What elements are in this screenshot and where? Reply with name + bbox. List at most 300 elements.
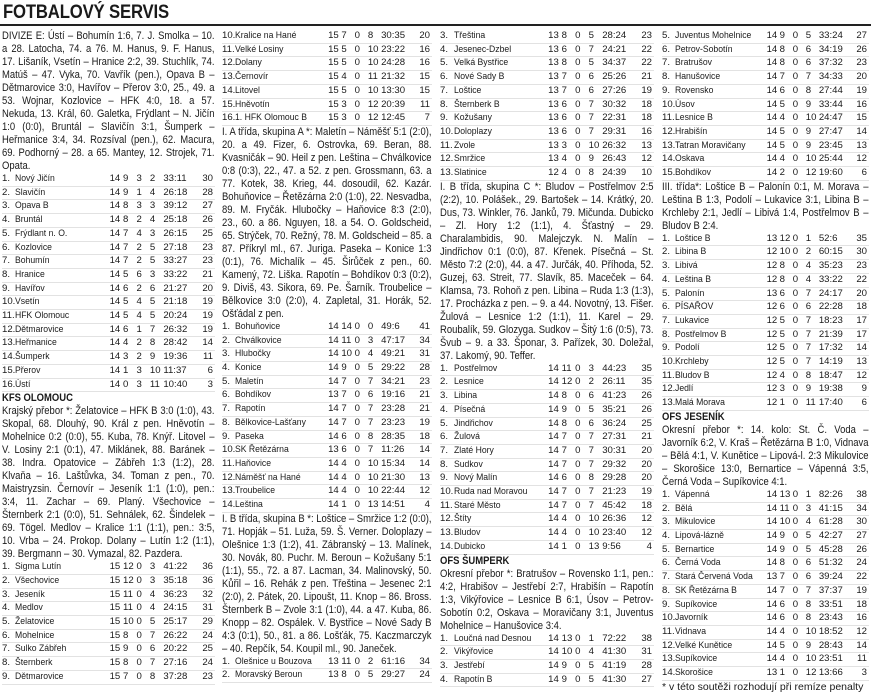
table-cell: Šternberk B — [454, 98, 539, 112]
table-cell: 45:42 — [602, 499, 636, 513]
table-cell: 33:22 — [819, 273, 852, 287]
table-cell: 0 — [136, 561, 149, 574]
table-cell: 12 — [767, 246, 780, 260]
table-cell: 7 — [562, 71, 576, 85]
table-cell: 3 — [341, 98, 354, 112]
table-cell: Zvole — [454, 139, 539, 153]
table-cell: 5 — [780, 139, 793, 153]
table-cell: 8. — [662, 71, 675, 85]
table-cell: 26 — [852, 543, 870, 557]
table-cell: Haňovice — [235, 457, 319, 471]
table-cell: 23 — [197, 241, 215, 255]
table-cell: 26 — [636, 403, 654, 417]
table-cell: 10 — [806, 112, 819, 126]
table-cell: 24 — [414, 669, 432, 683]
table-cell: 15 — [110, 574, 123, 588]
table-cell: 15 — [328, 30, 341, 43]
table-cell: 0 — [355, 416, 368, 430]
table-cell: Vikýřovice — [454, 646, 539, 660]
table-cell: 1. — [662, 233, 675, 246]
table-cell: 18 — [852, 598, 870, 612]
table-cell: 0 — [793, 584, 806, 598]
iii-trida-results: III. třída*: Loštice B – Palonín 0:1, M. Morava – Leština B 1:3, Podolí – Lukavice 3:1, Libina B – Krchleby 2:1, Jedlí – Libivá 1:4, Postřelmov B – Bludov B 2:4. — [662, 180, 869, 232]
table-cell: 6 — [589, 84, 603, 98]
table-cell: 10 — [780, 516, 793, 530]
table-cell: Černovír — [235, 71, 319, 85]
table-cell: 4 — [136, 310, 149, 324]
table-cell: 52:6 — [819, 233, 852, 246]
table-cell: 15 — [110, 561, 123, 574]
table-cell: 33:11 — [163, 173, 197, 186]
table-cell: 6. — [662, 301, 675, 315]
table-cell: 49:21 — [381, 348, 414, 362]
table-cell: 15 — [110, 670, 123, 684]
table-cell: 19 — [197, 310, 215, 324]
table-cell: 7 — [589, 98, 603, 112]
table-cell: Ruda nad Moravou — [454, 486, 539, 500]
table-cell: 0 — [793, 43, 806, 57]
krajsky-prebor-standings-cont — [222, 30, 432, 126]
table-cell: 14 — [767, 57, 780, 71]
table-cell: Sulko Zábřeh — [15, 643, 100, 657]
table-cell: Slatinice — [454, 167, 539, 181]
table-cell: 3. — [440, 30, 454, 43]
table-cell: 27 — [852, 529, 870, 543]
table-cell: 6 — [780, 287, 793, 301]
table-cell: 26:22 — [163, 629, 197, 643]
ia-trida-a-results: I. A třída, skupina A *: Maletín – Náměšť 5:1 (2:0), 20. a 49. Fizer, 6. Ostrovka, 69. Beran, 88. Kvasničák – 90. Heil z pen. Leština – Chválkovice 0:8 (0:3), 22., 47. a 52. z pen. Grossmann, 63. a 77. Kotek, 38. Krieg, 44. dosoudil, 62. Kazár. Bohuňovice – Řetězárna 2:0 (1:0), 22. Nesvadba, 89. M. Fryčák. Hlubočky – Haňovice 8:3 (2:0), 23., 60. a 86. Nguyen, 18. a 54. O. Goldscheid, 65. Strýček, 70. Režný, 78. M. Goldscheid – 85. a 87. Příkryl ml., 67. Juriga. Paseka – Konice 1:3 (0:1), 76. Michalík – 45. Širůček z pen., 60. Kamený, 72. Liška. Rapotín – Bohdíkov 0:3 (0:2), 9. Diviš, 43. Sikora, 69. Pe. Šarník. Troubelice – Bělkovice 3:0 (2:0), 4. Zapletal, 31. Horák, 52. Ošťádal z pen. — [222, 125, 432, 320]
table-cell: 1 — [780, 397, 793, 411]
table-cell: 8. — [662, 584, 675, 598]
table-cell: 10 — [780, 246, 793, 260]
ib-trida-b-results: I. B třída, skupina B *: Loštice – Smržice 1:2 (0:0), 71. Hopják – 51. Luža, 59. Š. Verner. Doloplazy – Olešnice 1:3 (1:2), 41. Zábranský – 13. Malínek, 30. Novák, 80. Puchr. M. Beroun – Kožušany 5:1 (1:1), 55., 72. a 87. Lacman, 34. Malinovský, 50. Kůřil – 16. Rehák z pen. Třeština – Jesenec 2:1 (2:0), 2. Pátek, 20. Lipoušt, 11. Knop – 86. Bross. Šternberk B – Zvole 3:1 (1:0), 44. a 47. Kuba, 86. Knopp – 82. Ospálek. V. Bystřice – Nové Sady B 4:3 (0:1), 50., 81. a 86. Lošťák, 75. Kaczmarczyk – 40. Repčík, 54. Koupil ml., 90. Janeček. — [222, 512, 432, 655]
table-cell: 13 — [548, 43, 562, 57]
table-row — [440, 513, 654, 527]
table-row — [2, 296, 215, 310]
table-cell: 23:51 — [819, 653, 852, 667]
table-cell: 11 — [123, 588, 136, 602]
table-cell: 19 — [852, 584, 870, 598]
table-row — [440, 363, 654, 376]
table-cell: 14 — [767, 489, 780, 502]
table-cell: 5 — [780, 639, 793, 653]
table-cell: 5 — [589, 673, 603, 687]
table-row — [2, 574, 215, 588]
table-cell: Všechovice — [15, 574, 100, 588]
ofs-jesenik-heading: OFS JESENÍK — [662, 410, 725, 423]
table-cell: 12 — [636, 153, 654, 167]
table-cell: 9 — [150, 351, 163, 365]
table-cell: 27:16 — [163, 657, 197, 671]
table-cell: 9. — [222, 430, 235, 444]
table-cell: 13 — [548, 71, 562, 85]
table-cell: 14 — [110, 186, 123, 200]
table-cell: Bernartice — [675, 543, 757, 557]
table-row — [662, 71, 869, 85]
table-cell: 10 — [806, 625, 819, 639]
table-cell: 0 — [793, 397, 806, 411]
table-cell: 1. — [2, 173, 15, 186]
table-cell: 6 — [341, 430, 354, 444]
table-cell: 39:12 — [163, 200, 197, 214]
table-cell: 0 — [575, 43, 589, 57]
table-row — [662, 625, 869, 639]
table-cell: 12 — [806, 667, 819, 681]
table-cell: 23:28 — [381, 403, 414, 417]
table-cell: 12 — [123, 561, 136, 574]
table-cell: 7 — [368, 416, 381, 430]
table-cell: 0 — [355, 98, 368, 112]
table-cell: 15 — [328, 57, 341, 71]
table-cell: 7. — [662, 57, 675, 71]
table-row — [222, 656, 432, 669]
table-cell: 24 — [197, 629, 215, 643]
table-cell: 16. — [2, 378, 15, 392]
table-cell: 0 — [575, 633, 589, 646]
table-cell: 14 — [548, 527, 562, 541]
table-cell: 1 — [123, 364, 136, 378]
table-cell: 23 — [414, 375, 432, 389]
table-row — [2, 173, 215, 186]
table-cell: 4. — [440, 403, 454, 417]
table-cell: 28 — [197, 186, 215, 200]
table-cell: 0 — [575, 153, 589, 167]
table-cell: 12 — [636, 527, 654, 541]
table-cell: 9 — [123, 173, 136, 186]
table-cell: 41:22 — [163, 561, 197, 574]
table-cell: 11. — [2, 310, 15, 324]
table-cell: 1. — [222, 656, 235, 669]
table-row — [222, 669, 432, 683]
table-cell: 14 — [548, 363, 562, 376]
table-cell: 14 — [110, 310, 123, 324]
table-cell: 0 — [793, 167, 806, 181]
table-cell: 2 — [136, 241, 149, 255]
table-cell: 12 — [767, 328, 780, 342]
table-row — [662, 112, 869, 126]
table-cell: 8 — [806, 598, 819, 612]
table-cell: 0 — [355, 112, 368, 126]
table-cell: 8 — [780, 273, 793, 287]
table-cell: 19 — [414, 416, 432, 430]
table-row — [440, 458, 654, 472]
table-cell: 18 — [414, 430, 432, 444]
table-cell: Jesenec-Dzbel — [454, 43, 539, 57]
table-row — [662, 43, 869, 57]
table-cell: 0 — [355, 444, 368, 458]
table-cell: 12 — [636, 513, 654, 527]
table-cell: Jestřebí — [454, 659, 539, 673]
table-cell: 6 — [852, 167, 870, 181]
table-cell: 10. — [222, 30, 235, 43]
iii-trida-standings — [662, 233, 869, 411]
table-cell: 0 — [793, 246, 806, 260]
table-cell: 4 — [123, 337, 136, 351]
table-cell: 6 — [136, 268, 149, 282]
table-cell: 0 — [355, 457, 368, 471]
table-cell: Nové Sady B — [454, 71, 539, 85]
table-row — [440, 98, 654, 112]
table-cell: 21:27 — [163, 282, 197, 296]
table-cell: Bludov B — [675, 369, 757, 383]
table-cell: 0 — [355, 656, 368, 669]
table-cell: 2. — [222, 669, 235, 683]
table-cell: 4 — [150, 186, 163, 200]
table-cell: 0 — [355, 362, 368, 376]
table-cell: 29:22 — [381, 362, 414, 376]
table-cell: 0 — [793, 489, 806, 502]
table-cell: Sudkov — [454, 458, 539, 472]
table-cell: 6 — [562, 98, 576, 112]
table-cell: 14 — [548, 659, 562, 673]
table-cell: 0 — [575, 112, 589, 126]
ofs-sumperk-standings-cont — [662, 30, 869, 181]
table-cell: Jindřichov — [454, 417, 539, 431]
table-cell: 12 — [123, 574, 136, 588]
table-cell: 14 — [767, 98, 780, 112]
table-cell: 12. — [222, 471, 235, 485]
table-cell: 7. — [2, 643, 15, 657]
table-cell: 4 — [589, 646, 603, 660]
table-cell: 0 — [355, 84, 368, 98]
table-cell: 7. — [440, 84, 454, 98]
table-row — [440, 139, 654, 153]
table-cell: Lesnice B — [675, 112, 757, 126]
table-cell: 14. — [222, 84, 235, 98]
table-row — [662, 356, 869, 370]
table-cell: 41:30 — [602, 646, 636, 660]
table-cell: 0 — [575, 472, 589, 486]
table-cell: 8 — [368, 430, 381, 444]
table-row — [440, 125, 654, 139]
table-cell: 7 — [368, 403, 381, 417]
table-cell: 28:42 — [163, 337, 197, 351]
table-cell: 19 — [197, 323, 215, 337]
table-cell: 14 — [110, 378, 123, 392]
table-cell: 1 — [562, 540, 576, 554]
table-cell: 16 — [636, 125, 654, 139]
table-cell: 13 — [636, 139, 654, 153]
table-cell: 11. — [662, 625, 675, 639]
table-cell: 21 — [414, 389, 432, 403]
table-cell: 5 — [123, 296, 136, 310]
table-cell: 29:27 — [381, 669, 414, 683]
table-cell: 14 — [110, 214, 123, 228]
table-cell: 12. — [440, 513, 454, 527]
table-row — [2, 241, 215, 255]
table-cell: 0 — [355, 499, 368, 513]
table-cell: 0 — [136, 574, 149, 588]
table-cell: 23 — [636, 30, 654, 43]
table-cell: 0 — [793, 30, 806, 43]
table-cell: 0 — [355, 375, 368, 389]
table-row — [2, 670, 215, 684]
table-cell: 14 — [767, 125, 780, 139]
divize-e-standings — [2, 173, 215, 392]
table-cell: 35 — [636, 376, 654, 390]
table-cell: Lesnice — [454, 376, 539, 390]
table-cell: 3 — [368, 334, 381, 348]
table-row — [2, 268, 215, 282]
table-cell: 28:43 — [819, 639, 852, 653]
table-cell: 3. — [662, 516, 675, 530]
table-cell: 0 — [793, 98, 806, 112]
table-cell: 23 — [197, 670, 215, 684]
table-cell: 10. — [222, 444, 235, 458]
table-row — [222, 444, 432, 458]
table-cell: 14. — [2, 351, 15, 365]
table-cell: 0 — [575, 71, 589, 85]
table-cell: 26 — [852, 43, 870, 57]
table-cell: 34:19 — [819, 43, 852, 57]
table-cell: 21:32 — [381, 71, 414, 85]
table-cell: Vsetín — [15, 296, 100, 310]
table-cell: 9 — [806, 139, 819, 153]
table-cell: 1. HFK Olomouc B — [235, 112, 319, 126]
table-cell: 31 — [414, 348, 432, 362]
table-cell: 14 — [548, 390, 562, 404]
table-row — [662, 369, 869, 383]
table-row — [222, 375, 432, 389]
table-cell: 8 — [780, 43, 793, 57]
table-row — [440, 486, 654, 500]
table-cell: 1. — [440, 363, 454, 376]
table-cell: 8 — [806, 612, 819, 626]
table-cell: 6 — [589, 71, 603, 85]
table-cell: 5. — [2, 616, 15, 630]
table-row — [2, 227, 215, 241]
table-cell: 12. — [662, 125, 675, 139]
table-cell: 6 — [806, 301, 819, 315]
table-cell: 0 — [368, 321, 381, 334]
table-cell: Bohuňovice — [235, 321, 319, 334]
column-2 — [222, 30, 432, 681]
table-cell: 7 — [562, 458, 576, 472]
table-cell: 17:32 — [819, 342, 852, 356]
table-cell: 30:31 — [602, 444, 636, 458]
table-cell: Hlubočky — [235, 348, 319, 362]
table-cell: 14 — [548, 486, 562, 500]
table-row — [222, 485, 432, 499]
table-cell: 0 — [793, 57, 806, 71]
table-cell: 5 — [780, 125, 793, 139]
table-cell: 14 — [328, 485, 341, 499]
table-cell: 4 — [780, 153, 793, 167]
table-cell: 6 — [806, 57, 819, 71]
table-cell: 10 — [589, 513, 603, 527]
table-cell: 10. — [2, 296, 15, 310]
table-row — [2, 657, 215, 671]
table-cell: 1 — [806, 233, 819, 246]
table-cell: 0 — [355, 321, 368, 334]
table-cell: 0 — [793, 260, 806, 274]
table-cell: 10:40 — [163, 378, 197, 392]
table-cell: 16 — [414, 43, 432, 57]
table-cell: 0 — [355, 71, 368, 85]
table-cell: 12 — [806, 167, 819, 181]
table-row — [222, 84, 432, 98]
table-cell: 15 — [328, 84, 341, 98]
table-cell: 13 — [548, 112, 562, 126]
table-cell: 7 — [562, 486, 576, 500]
table-cell: Mikulovice — [675, 516, 757, 530]
table-cell: 29 — [197, 616, 215, 630]
table-cell: 8 — [123, 629, 136, 643]
table-cell: 11. — [440, 499, 454, 513]
table-cell: 30 — [852, 246, 870, 260]
table-row — [222, 98, 432, 112]
table-cell: 5 — [341, 57, 354, 71]
table-cell: Jeseník — [15, 588, 100, 602]
table-cell: 1 — [341, 499, 354, 513]
table-cell: 12 — [852, 153, 870, 167]
table-cell: Velké Losiny — [235, 43, 319, 57]
table-cell: Bělkovice-Lašťany — [235, 416, 319, 430]
table-cell: 37:32 — [819, 57, 852, 71]
table-row — [662, 167, 869, 181]
table-cell: 13 — [328, 389, 341, 403]
table-cell: 31 — [197, 602, 215, 616]
table-cell: 3 — [806, 502, 819, 516]
table-cell: 24 — [852, 557, 870, 571]
table-cell: 44:23 — [602, 363, 636, 376]
table-cell: 10 — [368, 485, 381, 499]
table-cell: 35 — [852, 233, 870, 246]
table-row — [440, 527, 654, 541]
table-cell: 6. — [2, 241, 15, 255]
table-cell: 13 — [548, 125, 562, 139]
table-row — [2, 323, 215, 337]
table-cell: 12 — [368, 112, 381, 126]
table-cell: 11 — [852, 653, 870, 667]
table-cell: 2 — [150, 173, 163, 186]
table-cell: 0 — [575, 431, 589, 445]
table-cell: 9. — [440, 472, 454, 486]
table-cell: 12. — [2, 323, 15, 337]
table-cell: 5 — [589, 57, 603, 71]
table-cell: 0 — [793, 287, 806, 301]
table-cell: 14 — [548, 376, 562, 390]
table-cell: 9. — [440, 112, 454, 126]
table-cell: 10. — [662, 98, 675, 112]
table-cell: 11. — [222, 457, 235, 471]
table-cell: 10. — [662, 612, 675, 626]
table-cell: 8 — [589, 472, 603, 486]
table-cell: SK Řetězárna — [235, 444, 319, 458]
table-row — [222, 457, 432, 471]
table-cell: 60:15 — [819, 246, 852, 260]
table-row — [2, 629, 215, 643]
table-row — [2, 643, 215, 657]
table-cell: 13 — [562, 633, 576, 646]
table-cell: 13 — [589, 540, 603, 554]
table-row — [440, 30, 654, 43]
table-cell: 1. — [662, 489, 675, 502]
table-cell: 15 — [110, 602, 123, 616]
ofs-jesenik-results: Okresní přebor *: 14. kolo: St. Č. Voda – Javorník 6:2, V. Kraš – Řetězárna B 1:0, Vidnava – Bělá 4:1, V. Kunětice – Lipová-l. 2:3 Mikulovice – Skorošice 13:0, Bernartice – Vápenná 3:5, Černá Voda – Supíkovice 4:1. — [662, 423, 869, 488]
table-cell: 2. — [662, 246, 675, 260]
table-cell: 8. — [222, 416, 235, 430]
table-cell: 0 — [575, 659, 589, 673]
table-row — [222, 348, 432, 362]
table-cell: 12 — [767, 260, 780, 274]
table-cell: 25 — [197, 643, 215, 657]
table-cell: 14 — [767, 43, 780, 57]
ib-trida-b-standings-cont — [440, 30, 654, 181]
table-row — [662, 84, 869, 98]
table-cell: 5 — [123, 310, 136, 324]
table-cell: 8 — [123, 200, 136, 214]
